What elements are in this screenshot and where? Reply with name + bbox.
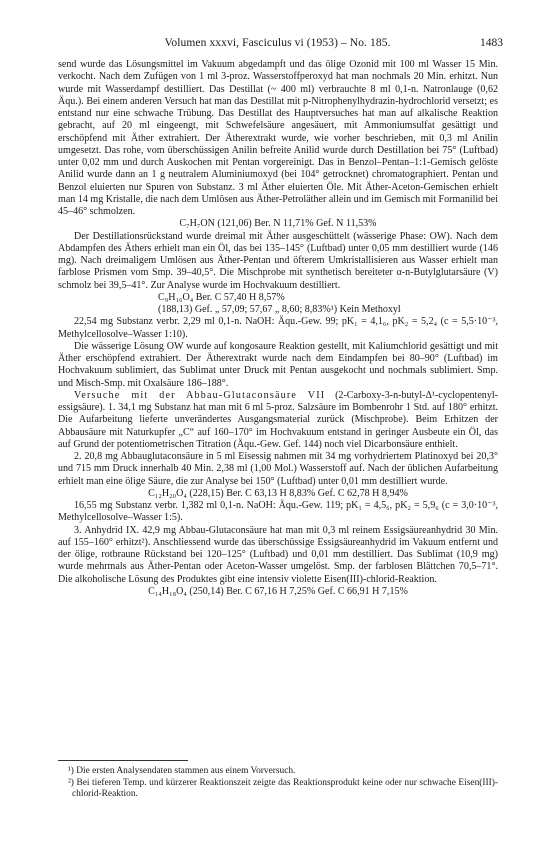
section-text: (2-Carboxy-3-n-butyl-Δ¹-cyclopentenyl-essigsäure). 1. 34,1 mg Substanz hat man mit 6 ml 5-proz. Salzsäure im Bombenrohr 1 Std. auf 180° erhitzt. Die Aufarbeitung lieferte unverändertes Ausgangsmaterial zurück (Mischprobe). Beim Erhitzen der Abbausäure mit Naturkupfer „C“ auf 160–170° im Hochvakuum entstand in geringer Ausbeute ein Öl, das auf Grund der potentiometrischen Titration (Äqu.-Gew. Gef. 144) noch viel Dicarbonsäure enthielt. [58, 389, 498, 450]
running-header [0, 37, 555, 53]
footnotes [58, 766, 498, 801]
paragraph-glutaconic-experiments [58, 390, 498, 451]
analysis-formanilide: C₇H₇ON (121,06) Ber. N 11,71% Gef. N 11,53% [179, 218, 377, 230]
analysis-butylglutaric-ber: C₉H₁₆O₄ Ber. C 57,40 H 8,57% [158, 291, 285, 303]
paragraph-titration-1: 22,54 mg Substanz verbr. 2,29 ml 0,1-n. NaOH: Äqu.-Gew. 99; pK₁ = 4,1₆, pK₂ = 5,2₄ (c = 5,5·10⁻³, Methylcellosolve–Wasser 1:10). [58, 316, 498, 340]
page-number: 1483 [480, 37, 503, 49]
paragraph-anhydride: 3. Anhydrid IX. 42,9 mg Abbau-Glutaconsäure hat man mit 0,3 ml reinem Essigsäureanhydrid 30 Min. auf 155–160° erhitzt²). Anschliessend wurde das überschüssige Essigsäureanhydrid im Vakuum entfernt und der ölige, rotbraune Rückstand bei 120–125° (Luftbad) und 0,01 mm destilliert. Das Sublimat (10,9 mg) wurde mehrmals aus Äther-Pentan oder Aceton-Wasser umgelöst. Smp. der farblosen Blättchen 70,5–71°. Die alkoholische Lösung des Produktes gibt eine intensiv violette Eisen(III)-chlorid-Reaktion. [58, 524, 498, 585]
analysis-hydrogenated-acid: C₁₂H₂₀O₄ (228,15) Ber. C 63,13 H 8,83% Gef. C 62,78 H 8,94% [148, 487, 408, 499]
section-heading: Versuche mit der Abbau-Glutaconsäure VII [74, 389, 326, 401]
paragraph-distillation-residue: Der Destillationsrückstand wurde dreimal mit Äther ausgeschüttelt (wässerige Phase: OW). Nach dem Abdampfen des Äthers erhielt man ein Öl, das bei 135–145° (Luftbad) unter 0,05 mm destilliert wurde (146 mg). Nach dreimaligem Umlösen aus Äther-Pentan und öfterem Umkristallisieren aus Wasser erhielt man farblose Prismen vom Smp. 39–40,5°. Die Mischprobe mit synthetisch bereiteter α-n-Butylglutarsäure (V) schmolz bei 39,5–41°. Zur Analyse wurde im Hochvakuum destilliert. [58, 230, 498, 291]
footnote-divider [58, 760, 188, 761]
paragraph-aqueous-phase: Die wässerige Lösung OW wurde auf kongosaure Reaktion gestellt, mit Kaliumchlorid gesättigt und mit Äther erschöpfend extrahiert. Der Ätherextrakt wurde nach dem Eindampfen bei 80–90° (Luftbad) im Hochvakuum sublimiert, das Sublimat unter Druck mit Pentan ausgekocht und nochmals sublimiert. Smp. und Misch-Smp. mit Oxalsäure 186–188°. [58, 340, 498, 389]
analysis-butylglutaric-gef: (188,13) Gef. „ 57,09; 57,67 „ 8,60; 8,83%¹) Kein Methoxyl [158, 304, 401, 315]
paragraph-titration-2: 16,55 mg Substanz verbr. 1,382 ml 0,1-n. NaOH: Äqu.-Gew. 119; pK₁ = 4,5₆, pK₂ = 5,9₆ (c = 3,0·10⁻³, Methylcellosolve–Wasser 1:5). [58, 500, 498, 524]
article-body [58, 59, 498, 598]
analysis-anhydride: C₁₄H₁₈O₄ (250,14) Ber. C 67,16 H 7,25% Gef. C 66,91 H 7,15% [148, 585, 408, 597]
journal-volume-title: Volumen xxxvi, Fasciculus vi (1953) – No. 185. [164, 37, 391, 49]
footnote-2: ²) Bei tieferen Temp. und kürzerer Reaktionszeit zeigte das Reaktionsprodukt keine oder nur schwache Eisen(III)-chlorid-Reaktion. [68, 777, 498, 800]
paragraph-ozonide-workup: send wurde das Lösungsmittel im Vakuum abgedampft und das ölige Ozonid mit 100 ml Wasser 15 Min. verkocht. Nach dem Zufügen von 1 ml 3-proz. Wasserstoffperoxyd hat man nochmals 20 Min. erhitzt. Nun wurde mit Wasserdampf destilliert. Das Destillat (~ 400 ml) verbrauchte 8 ml 0,1-n. Natronlauge (0,62 Äqu.). Bei einem anderen Versuch hat man das Destillat mit p-Nitrophenylhydrazin-hydrochlorid versetzt; es entstand nur eine schwache Trübung. Das Destillat des Hauptversuches hat man auf alkalische Reaktion gebracht, auf 20 ml eingeengt, mit Schwefelsäure angesäuert, mit Ammoniumsulfat gesättigt und erschöpfend mit Äther extrahiert. Der Ätherextrakt wurde, wie vorher beschrieben, mit 0,3 ml Anilin umgesetzt. Das rohe, vom überschüssigen Anilin befreite Anilid wurde durch Destillation bei 75° (Luftbad) unter 0,02 mm und durch Auskochen mit Pentan vorgereinigt. Das in Benzol–Pentan–1:1-Gemisch gelöste Anilid wurde dann an 1 g neutralem Aluminiumoxyd (bei 104° getrocknet) chromatographiert. Pentan und Benzol eluierten nur Spuren von Substanz. 3 ml Äther eluierten Öle. Mit Äther-Aceton-Gemischen erhielt man 14 mg Kristalle, die nach dem Umlösen aus Äther-Petroläther allein und im Gemisch mit Formanilid bei 45–46° schmolzen. [58, 59, 498, 217]
paragraph-hydrogenation: 2. 20,8 mg Abbauglutaconsäure in 5 ml Eisessig nahmen mit 34 mg vorhydriertem Platinoxyd bei 20,3° und 715 mm Druck innerhalb 40 Min. 2,38 ml (1,00 Mol.) Wasserstoff auf. Nach der üblichen Aufarbeitung erhielt man eine ölige Säure, die zur Analyse bei 150° (Luftbad) unter 0,01 mm destilliert wurde. [58, 451, 498, 487]
footnote-1: ¹) Die ersten Analysendaten stammen aus einem Vorversuch. [68, 766, 296, 776]
